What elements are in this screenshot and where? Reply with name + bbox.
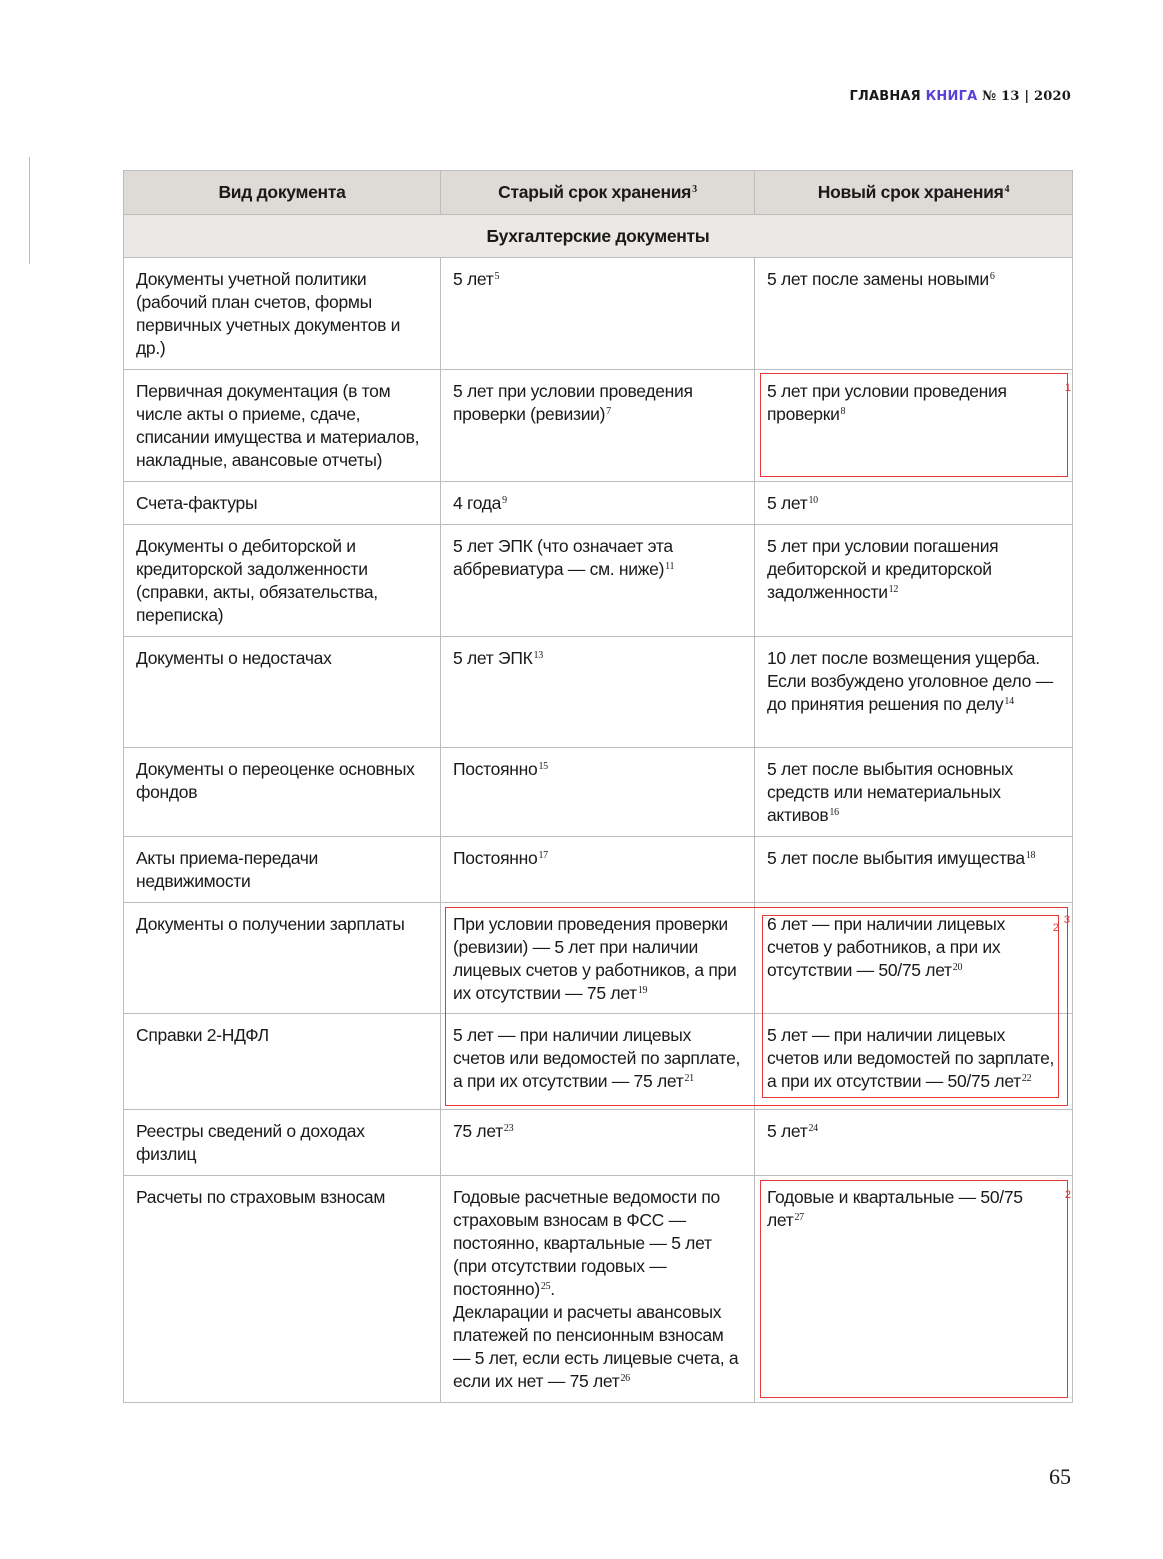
cell-new-term: 5 лет после выбытия имущества$^{18}$ bbox=[755, 837, 1073, 903]
cell-new-term: 6 лет — при наличии лицевых счетов у работников, а при их отсутствии — 50/75 лет$^{20}$ bbox=[755, 903, 1073, 1014]
retention-table bbox=[123, 170, 1073, 1403]
cell-old-term: 75 лет$^{23}$ bbox=[441, 1110, 755, 1176]
cell-doc-type: Акты приема-передачи недвижимости bbox=[124, 837, 441, 903]
masthead bbox=[849, 89, 1071, 104]
table-row bbox=[124, 1110, 1073, 1176]
header-new-term: Новый срок хранения$^4$ bbox=[755, 171, 1073, 215]
cell-new-term: 5 лет после замены новыми$^6$ bbox=[755, 258, 1073, 370]
cell-new-term: 5 лет при условии погашения дебиторской и кредиторской задолженности$^{12}$ bbox=[755, 525, 1073, 637]
table-row bbox=[124, 482, 1073, 525]
cell-new-term: 5 лет после выбытия основных средств или нематериальных активов$^{16}$ bbox=[755, 748, 1073, 837]
table-row bbox=[124, 525, 1073, 637]
annotation-box-2: 2 bbox=[762, 915, 1059, 1098]
header-doc-type: Вид документа bbox=[124, 171, 441, 215]
table-row bbox=[124, 1176, 1073, 1403]
margin-line bbox=[29, 157, 30, 264]
cell-old-term: Постоянно$^{17}$ bbox=[441, 837, 755, 903]
table-row bbox=[124, 837, 1073, 903]
cell-new-term: 5 лет$^{24}$ bbox=[755, 1110, 1073, 1176]
cell-old-term: 5 лет — при наличии лицевых счетов или ведомостей по зарплате, а при их отсутствии — 75 лет$^{21}$ bbox=[441, 1014, 755, 1110]
issue-number: № 13 | 2020 bbox=[982, 89, 1071, 104]
table-row bbox=[124, 748, 1073, 837]
table-row bbox=[124, 258, 1073, 370]
cell-old-term: 5 лет при условии проведения проверки (ревизии)$^7$ bbox=[441, 370, 755, 482]
cell-doc-type: Документы о недостачах bbox=[124, 637, 441, 748]
cell-doc-type: Справки 2-НДФЛ bbox=[124, 1014, 441, 1110]
annotation-box-1: 1 bbox=[760, 373, 1068, 477]
cell-old-term: Годовые расчетные ведомости по страховым взносам в ФСС — постоянно, квартальные — 5 лет (при отсутствии годовых — постоянно)$^{25}$. Декларации и расчеты авансовых платежей по пенсионным взносам — 5 лет, если есть лицевые счета, а если их нет — 75 лет$^{26}$ bbox=[441, 1176, 755, 1403]
cell-new-term: 5 лет$^{10}$ bbox=[755, 482, 1073, 525]
cell-old-term: 5 лет ЭПК (что означает эта аббревиатура — см. ниже)$^{11}$ bbox=[441, 525, 755, 637]
section-row bbox=[124, 215, 1073, 258]
annotation-box-4: 2 bbox=[760, 1180, 1068, 1398]
header-old-term: Старый срок хранения$^3$ bbox=[441, 171, 755, 215]
annotation-box-3: 3 bbox=[445, 907, 1068, 1106]
cell-new-term: 5 лет — при наличии лицевых счетов или ведомостей по зарплате, а при их отсутствии — 50/75 лет$^{22}$ bbox=[755, 1014, 1073, 1110]
table-header-row bbox=[124, 171, 1073, 215]
table-row bbox=[124, 1014, 1073, 1110]
cell-old-term: 5 лет$^5$ bbox=[441, 258, 755, 370]
cell-new-term: 10 лет после возмещения ущерба. Если возбуждено уголовное дело — до принятия решения по делу$^{14}$ bbox=[755, 637, 1073, 748]
page-number: 65 bbox=[1049, 1464, 1071, 1489]
cell-doc-type: Документы о переоценке основных фондов bbox=[124, 748, 441, 837]
cell-doc-type: Первичная документация (в том числе акты о приеме, сдаче, списании имущества и материалов, накладные, авансовые отчеты) bbox=[124, 370, 441, 482]
table-row bbox=[124, 637, 1073, 748]
cell-new-term: 5 лет при условии проведения проверки$^8$ bbox=[755, 370, 1073, 482]
cell-old-term: 5 лет ЭПК$^{13}$ bbox=[441, 637, 755, 748]
cell-doc-type: Документы о получении зарплаты bbox=[124, 903, 441, 1014]
cell-doc-type: Документы о дебиторской и кредиторской задолженности (справки, акты, обязательства, переписка) bbox=[124, 525, 441, 637]
brand-word-2: КНИГА bbox=[925, 89, 978, 104]
cell-doc-type: Счета-фактуры bbox=[124, 482, 441, 525]
table-row bbox=[124, 370, 1073, 482]
cell-doc-type: Расчеты по страховым взносам bbox=[124, 1176, 441, 1403]
cell-doc-type: Документы учетной политики (рабочий план счетов, формы первичных учетных документов и др.) bbox=[124, 258, 441, 370]
cell-old-term: Постоянно$^{15}$ bbox=[441, 748, 755, 837]
cell-new-term: Годовые и квартальные — 50/75 лет$^{27}$ bbox=[755, 1176, 1073, 1403]
cell-old-term: 4 года$^9$ bbox=[441, 482, 755, 525]
section-title: Бухгалтерские документы bbox=[124, 215, 1073, 258]
table-row bbox=[124, 903, 1073, 1014]
cell-old-term: При условии проведения проверки (ревизии) — 5 лет при наличии лицевых счетов у работников, а при их отсутствии — 75 лет$^{19}$ bbox=[441, 903, 755, 1014]
brand-word-1: ГЛАВНАЯ bbox=[849, 89, 921, 104]
cell-doc-type: Реестры сведений о доходах физлиц bbox=[124, 1110, 441, 1176]
